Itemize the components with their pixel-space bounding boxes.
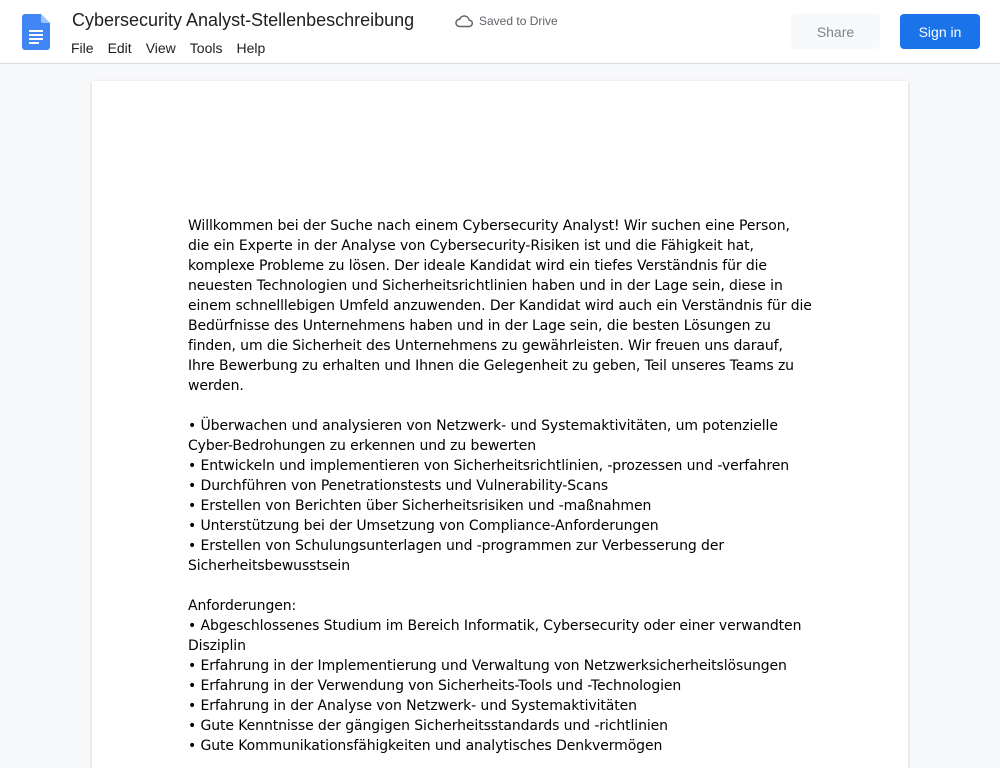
blank-line [188,396,812,416]
document-canvas[interactable] [0,64,1000,768]
share-button[interactable]: Share [791,14,880,49]
save-status-label: Saved to Drive [479,14,558,28]
requirement-item: • Gute Kenntnisse der gängigen Sicherheitsstandards und -richtlinien [188,718,668,734]
task-item: • Erstellen von Schulungsunterlagen und -programmen zur Verbesserung der Sicherheitsbewusstsein [188,538,724,574]
menu-view[interactable]: View [145,40,176,56]
task-item: • Entwickeln und implementieren von Sicherheitsrichtlinien, -prozessen und -verfahren [188,458,789,474]
menu-file[interactable]: File [71,40,94,56]
save-status[interactable] [455,13,558,29]
intro-paragraph: Willkommen bei der Suche nach einem Cybersecurity Analyst! Wir suchen eine Person, die ein Experte in der Analyse von Cybersecurity-Risiken ist und die Fähigkeit hat, komplexe Probleme zu lösen. Der ideale Kandidat wird ein tiefes Verständnis für die neuesten Technologien und Sicherheitsrichtlinien haben und in der Lage sein, diese in einem schnelllebigen Umfeld anzuwenden. Der Kandidat wird auch ein Verständnis für die Bedürfnisse des Unternehmens haben und in der Lage sein, die besten Lösungen zu finden, um die Sicherheit des Unternehmens zu gewährleisten. Wir freuen uns darauf, Ihre Bewerbung zu erhalten und Ihnen die Gelegenheit zu geben, Teil unseres Teams zu werden. [188,218,812,394]
menu-tools[interactable]: Tools [189,40,223,56]
document-title[interactable]: Cybersecurity Analyst-Stellenbeschreibung [72,10,415,30]
menubar [64,38,272,58]
task-item: • Erstellen von Berichten über Sicherheitsrisiken und -maßnahmen [188,498,652,514]
google-docs-icon[interactable] [22,14,50,50]
sign-in-button[interactable]: Sign in [900,14,980,49]
requirement-item: • Erfahrung in der Implementierung und Verwaltung von Netzwerksicherheitslösungen [188,658,787,674]
requirement-item: • Abgeschlossenes Studium im Bereich Informatik, Cybersecurity oder einer verwandten Disziplin [188,618,802,654]
requirement-item: • Erfahrung in der Verwendung von Sicherheits-Tools und -Technologien [188,678,682,694]
document-page[interactable] [92,81,908,768]
menu-edit[interactable]: Edit [107,40,132,56]
cloud-done-icon [455,14,473,28]
menu-help[interactable]: Help [236,40,266,56]
requirements-heading: Anforderungen: [188,598,297,614]
requirement-item: • Erfahrung in der Analyse von Netzwerk- und Systemaktivitäten [188,698,637,714]
task-item: • Unterstützung bei der Umsetzung von Compliance-Anforderungen [188,518,659,534]
docs-header [0,0,1000,64]
requirement-item: • Gute Kommunikationsfähigkeiten und analytisches Denkvermögen [188,738,663,754]
task-item: • Überwachen und analysieren von Netzwerk- und Systemaktivitäten, um potenzielle Cyber-Bedrohungen zu erkennen und zu bewerten [188,418,778,454]
task-item: • Durchführen von Penetrationstests und Vulnerability-Scans [188,478,609,494]
blank-line [188,576,812,596]
document-body[interactable] [188,216,812,756]
